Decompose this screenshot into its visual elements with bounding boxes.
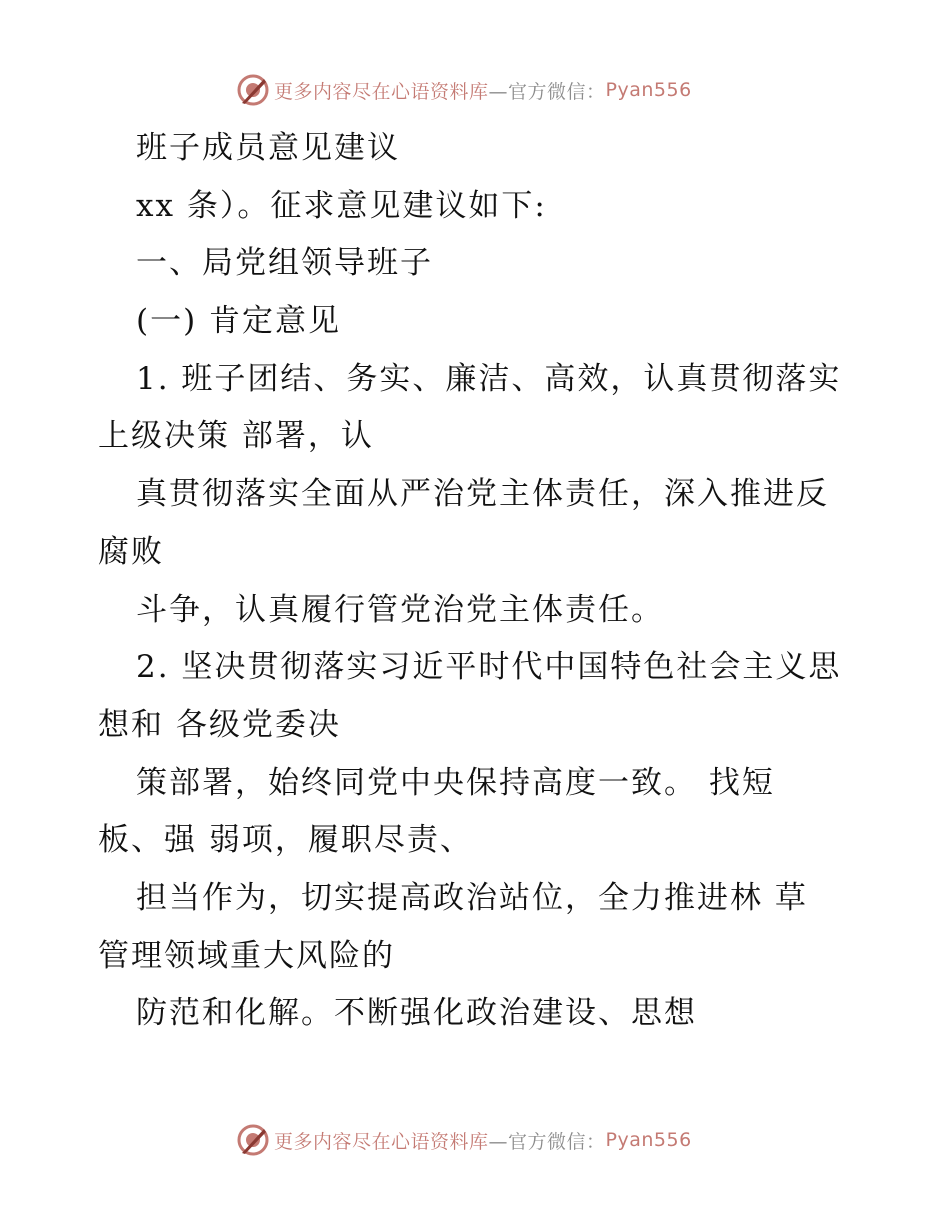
doc-line: 2. 坚决贯彻落实习近平时代中国特色社会主义思: [136, 649, 842, 686]
doc-line: xx 条）。征求意见建议如下:: [136, 187, 547, 224]
doc-title: 班子成员意见建议: [136, 130, 400, 166]
doc-line: 管理领域重大风险的: [98, 937, 395, 974]
doc-line: 真贯彻落实全面从严治党主体责任，深入推进反: [136, 476, 829, 513]
watermark-header: [236, 72, 692, 108]
quill-seal-icon: [236, 73, 270, 107]
doc-line: 防范和化解。不断强化政治建设、思想: [136, 995, 697, 1032]
subsection-heading: (一) 肯定意见: [136, 303, 342, 340]
doc-line: 斗争，认真履行管党治党主体责任。: [136, 591, 664, 628]
doc-line: 腐败: [98, 533, 164, 570]
doc-line: 想和 各级党委决: [98, 706, 341, 743]
doc-line: 策部署，始终同党中央保持高度一致。 找短: [136, 764, 775, 801]
watermark-main-text: 更多内容尽在心语资料库: [274, 1130, 489, 1153]
doc-line: 板、强 弱项，履职尽责、: [98, 822, 473, 859]
watermark-wechat-id: Pyan556: [605, 79, 692, 101]
watermark-wechat-id: Pyan556: [605, 1129, 692, 1151]
doc-line: 上级决策 部署，认: [98, 418, 374, 455]
document-body: [98, 120, 878, 1043]
watermark-footer: [236, 1122, 692, 1158]
watermark-main-text: 更多内容尽在心语资料库: [274, 80, 489, 103]
watermark-sub-text: —官方微信：: [488, 80, 606, 103]
section-heading: 一、局党组领导班子: [136, 245, 433, 282]
quill-seal-icon: [236, 1123, 270, 1157]
doc-line: 1. 班子团结、务实、廉洁、高效，认真贯彻落实: [136, 360, 842, 397]
watermark-sub-text: —官方微信：: [488, 1130, 606, 1153]
doc-line: 担当作为，切实提高政治站位，全力推进林 草: [136, 879, 808, 916]
